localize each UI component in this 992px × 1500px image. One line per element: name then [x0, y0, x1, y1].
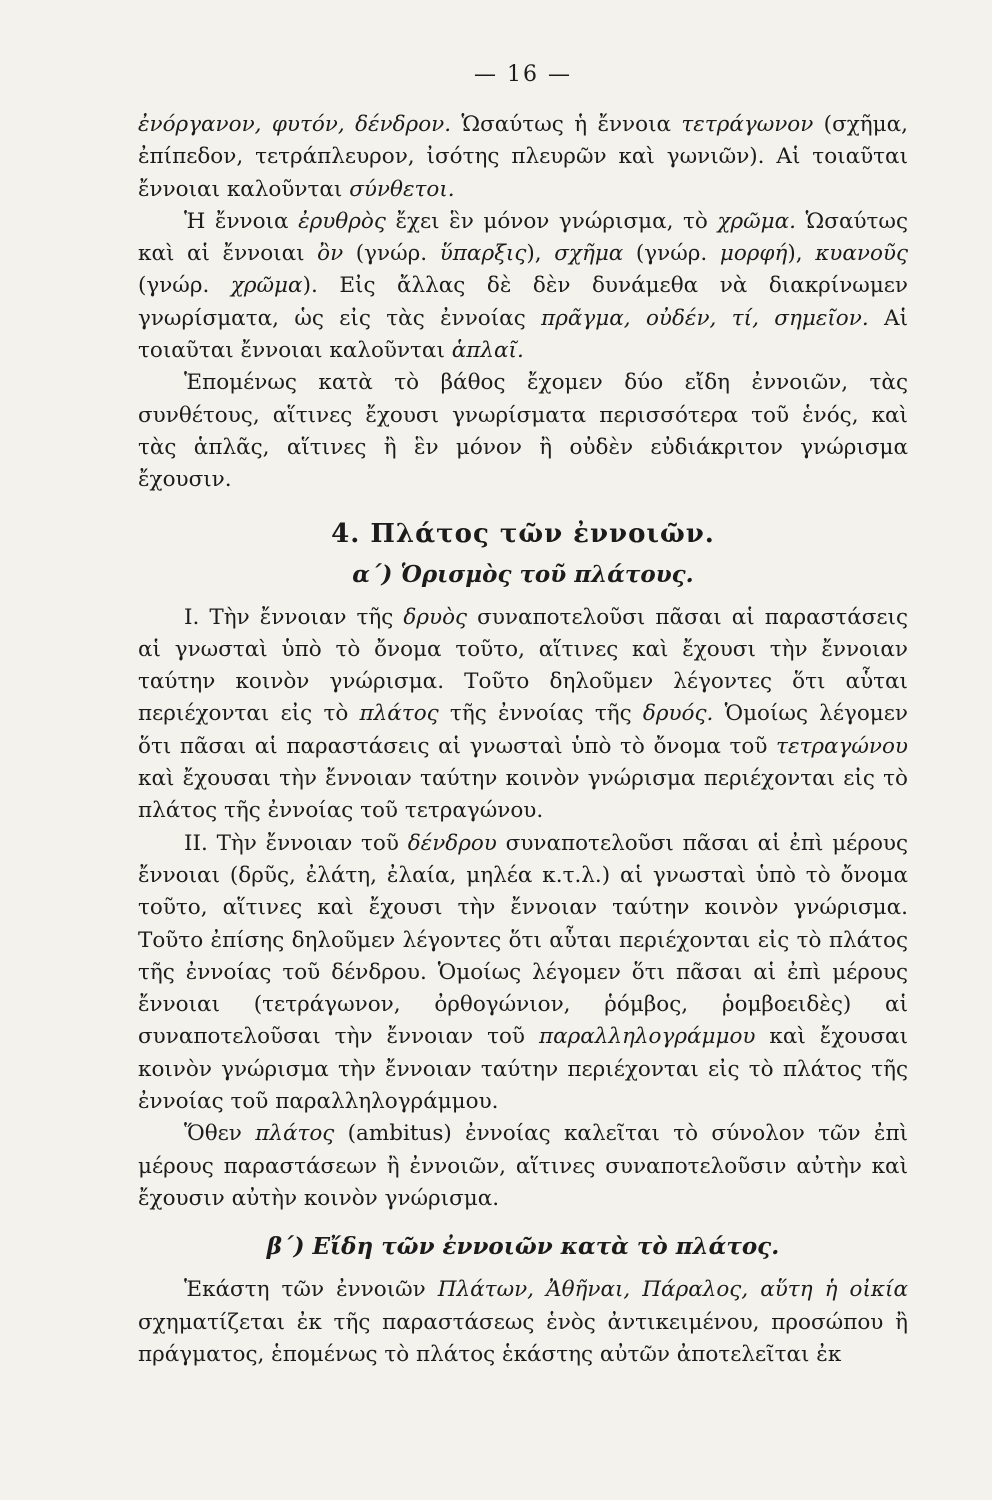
book-page: [138, 62, 908, 1371]
paragraph-II: II. Τὴν ἔννοιαν τοῦ δένδρου συναποτελοῦσι πᾶσαι αἱ ἐπὶ μέρους ἔννοιαι (δρῦς, ἐλάτη, ἐλαία, μηλέα κ.τ.λ.) αἱ γνωσταὶ ὑπὸ τὸ ὄνομα τοῦτο, αἵτινες καὶ ἔχουσι τὴν ἔννοιαν ταύτην κοινὸν γνώρισμα. Τοῦτο ἐπίσης δηλοῦμεν λέγοντες ὅτι αὗται περιέχονται εἰς τὸ πλάτος τῆς ἐννοίας τοῦ δένδρου. Ὁμοίως λέγομεν ὅτι πᾶσαι αἱ ἐπὶ μέρους ἔννοιαι (τετράγωνον, ὀρθογώνιον, ῥόμβος, ῥομβοειδὲς) αἱ συναποτελοῦσαι τὴν ἔννοιαν τοῦ παραλληλογράμμου καὶ ἔχουσαι κοινὸν γνώρισμα τὴν ἔννοιαν ταύτην περιέχονται εἰς τὸ πλάτος τῆς ἐννοίας τοῦ παραλληλογράμμου.: [138, 830, 908, 1115]
paragraph-2: Ἡ ἔννοια ἐρυθρὸς ἔχει ἓν μόνον γνώρισμα, τὸ χρῶμα. Ὡσαύτως καὶ αἱ ἔννοιαι ὂν (γνώρ. ὕπαρξις), σχῆμα (γνώρ. μορφή), κυανοῦς (γνώρ. χρῶμα). Εἰς ἄλλας δὲ δὲν δυνάμεθα νὰ διακρίνωμεν γνωρίσματα, ὡς εἰς τὰς ἐννοίας πρᾶγμα, οὐδέν, τί, σημεῖον. Αἱ τοιαῦται ἔννοιαι καλοῦνται ἁπλαῖ.: [138, 208, 909, 364]
paragraph-last: Ἑκάστη τῶν ἐννοιῶν Πλάτων, Ἀθῆναι, Πάραλος, αὕτη ἡ οἰκία σχηματίζεται ἐκ τῆς παραστάσεως ἑνὸς ἀντικειμένου, προσώπου ἢ πράγματος, ἑπομένως τὸ πλάτος ἑκάστης αὐτῶν ἀποτελεῖται ἐκ: [138, 1277, 908, 1367]
paragraph-I: I. Τὴν ἔννοιαν τῆς δρυὸς συναποτελοῦσι πᾶσαι αἱ παραστάσεις αἱ γνωσταὶ ὑπὸ τὸ ὄνομα τοῦτο, αἵτινες καὶ ἔχουσι τὴν ἔννοιαν ταύτην κοινὸν γνώρισμα. Τοῦτο δηλοῦμεν λέγοντες ὅτι αὗται περιέχονται εἰς τὸ πλάτος τῆς ἐννοίας τῆς δρυός. Ὁμοίως λέγομεν ὅτι πᾶσαι αἱ παραστάσεις αἱ γνωσταὶ ὑπὸ τὸ ὄνομα τοῦ τετραγώνου καὶ ἔχουσαι τὴν ἔννοιαν ταύτην κοινὸν γνώρισμα περιέχονται εἰς τὸ πλάτος τῆς ἐννοίας τοῦ τετραγώνου.: [138, 604, 908, 824]
subheading-b: β΄) Εἴδη τῶν ἐννοιῶν κατὰ τὸ πλάτος.: [266, 1233, 780, 1261]
subheading-a: α΄) Ὁρισμὸς τοῦ πλάτους.: [352, 560, 694, 588]
section-heading: 4. Πλάτος τῶν ἐννοιῶν.: [331, 518, 715, 549]
page-number: — 16 —: [474, 62, 572, 87]
paragraph-3: Ἑπομένως κατὰ τὸ βάθος ἔχομεν δύο εἴδη ἐννοιῶν, τὰς συνθέτους, αἵτινες ἔχουσι γνωρίσματα περισσότερα τοῦ ἑνός, καὶ τὰς ἁπλᾶς, αἵτινες ἢ ἓν μόνον ἢ οὐδὲν εὐδιάκριτον γνώρισμα ἔχουσιν.: [138, 370, 908, 493]
paragraph-1: ἐνόργανον, φυτόν, δένδρον. Ὡσαύτως ἡ ἔννοια τετράγωνον (σχῆμα, ἐπίπεδον, τετράπλευρον, ἰσότης πλευρῶν καὶ γωνιῶν). Αἱ τοιαῦται ἔννοιαι καλοῦνται σύνθετοι.: [138, 112, 908, 202]
paragraph-ambitus: Ὅθεν πλάτος (ambitus) ἐννοίας καλεῖται τὸ σύνολον τῶν ἐπὶ μέρους παραστάσεων ἢ ἐννοιῶν, αἵτινες συναποτελοῦσιν αὐτὴν καὶ ἔχουσιν αὐτὴν κοινὸν γνώρισμα.: [138, 1121, 909, 1211]
